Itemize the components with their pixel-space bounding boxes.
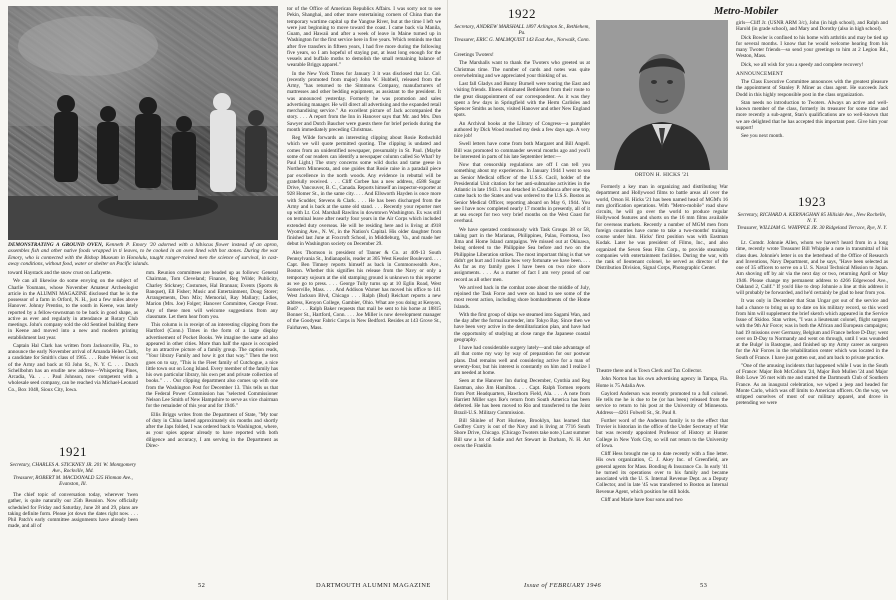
paragraph: In the New York Times for January 3 it was disclosed that Lt. Col. (recently promoted from major) John W. Hubbell, released from the Army, "has returned to the Simmons Company, manufacturers of mattresses and other bedding equipment, as assistant to the president. It was announced yesterday. Formerly he was promotion and sales advertising manager. He will direct all advertising and the expanded retail merchandising service." An excellent picture of Jack accompanied the story. . . . A report from the Inn in Hanover says that Mr. and Mrs. Don Sawyer and Dutch Baucher were guests there for brief periods during the month immediately preceding Christmas.	[287, 70, 441, 133]
paragraph: With the first group of ships we steamed into Sagami Wan, and the day after the formal surrender, into Tokyo Bay. Since then we have been very active in the demilitarization plan, and have had the opportunity of studying at close range the Japanese coastal geography.	[454, 311, 590, 343]
class-1921-secretary: Secretary, CHARLES A. STICKNEY JR. 201 W. Montgomery Ave., Rockville, Md.	[9, 462, 137, 475]
announcement-heading: ANNOUNCEMENT	[736, 70, 784, 77]
class-1922-secretary: Secretary, ANDREW MARSHALL 1897 Arlington St., Bethlehem, Pa.	[454, 24, 590, 37]
column-a-text	[8, 270, 138, 440]
issue-date: Issue of FEBRUARY 1946	[524, 582, 602, 589]
paragraph: Dick Bowler is confined to his home with arthritis and may be tied up for several months. I know that he would welcome hearing from his many Twoter friends—so send your greetings to him at 2 Legion Rd., Weston, Mass.	[736, 34, 888, 60]
paragraph: Further word of the Anderson family is to the effect that Trovier is historian in the office of the Under Secretary of War but was recently appointed Professor of History at Hunter College in New York City, so will not return to the University of Iowa.	[596, 417, 728, 449]
paragraph: mm. Reunion committees are headed up as follows: General Chairman, Tom Cleveland; Finance, Reg Wilde; Publicity, Charley Stickney; Costumes, Hal Brannan; Events (Sports & Banquet), Ell Fisher; Music and Entertainment, Doug Storer; Arrangements, Don Mix; Memorial, Ray Mallary; Ladies, Marion (Mrs. Joe) Folger; Hanover Committee, George Frost. Any of these men will welcome suggestions from any classmate. Let them hear from you.	[146, 270, 278, 320]
paragraph: We have operated continuously with Task Groups 38 or 58, taking part in the Marianas, Philippines, Palau, Formosa, Iwo Jima and Home Island campaigns. We missed out at Okinawa, being ordered to the Philippine Sea before and two on the Philippine Liberation strikes. The most important thing is that we didn't get hurt and I realize how very fortunate we have been. . . . As far as my family goes I have been on two nice shore assignments. . . . As a matter of fact I am very proud of our record as all other men.	[454, 226, 590, 283]
paragraph: Last fall Gladys and Bunny Burnell were touring the East and visiting friends. Illness eliminated Bethlehem from their route to the great disappointment of our correspondent. As it was they spent a few days in Springfield with the Herm Carlisles and Spencer Smiths as hosts, visited Hanover and other New England spots.	[454, 81, 590, 119]
paragraph: Now that censorship regulations are off I can tell you something about my experiences. In January 1944 I went to sea as Senior Medical officer of the U.S.S. Cacil, holder of the Presidential Unit citation for her anti-submarine activities in the Atlantic in late 1943. I was detached in Casablanca after one trip, came back to the States and was ordered to the U.S.S. Boston as Senior Medical Officer, reporting aboard on May 6, 1944. You see I have now completed nearly 17 months in presently, all of it at sea except for two very brief months on the West Coast for overhaul.	[454, 162, 590, 225]
class-1921-treasurer: Treasurer, ROBERT M. MACDONALD 525 Hinman Ave., Evanston, Ill.	[13, 474, 133, 488]
paragraph: Reg Wilde forwards an interesting clipping about Rosie Rothschild which we will quote permitted quoting. The clipping is undated and comes from an unidentified newspaper, presumably in St. Paul. (Maybe some of our readers can identify a newspaper column called So What? by Paul Light.) The story concerns some wild ducks and tame geese in Northern Minnesota, and one guides that Rosie raise in a paradail piece par excellence in the north woods. Any evidence in rebuttal will be gratefully received. . . . Cliff Corbee has a new address, 4588 Sugar Drive, Vancouver, B. C., Canada. Reports himself an inspector-exporter at 928 Homer St., in the same city. . . . And Ellsworth Hayden is once more with Scudder, Stevens & Clark. . . . He has been discharged from the Army and is back at the same old stand. . . . Recently your reporter met up with Lt. Col. Marshall Rawlins in downtown Washington. Ex was still on terminal leave after nearly four years in the Air Corps which included extended duty overseas. He will be residing here and is living at 4918 Wyoming Ave., N. W., in the Nation's Capital. His older daughter from finished last June at Foxcroft School, in Middleburg, Va., and made her debut in Washington society on December 29.	[287, 135, 441, 248]
class-1922-treasurer: Treasurer, ERIC G. MALMQUIST 143 East Ave., Norwalk, Conn.	[454, 36, 590, 43]
paragraph: We can all likewise do some envying on the subject of Charlie Youmans, whose November Amateur Archeologist article in the ALUMNI MAGAZINE disclosed that he is the possessor of a farm in Orford, N. H., just a few miles above Hanover. Johnny Prentiss, to the south in Keene, was lately reported by a fellow-townsman to be back in good shape, as active as ever and regularly in attendance at Rotary Club meetings. John's company sold the old Sentinel building there in Keene and moved into a new and modern printing establishment last year.	[8, 278, 138, 341]
paragraph: Theatre there and is Town Clerk and Tax Collector.	[596, 368, 703, 374]
column-e-text	[596, 368, 728, 578]
magazine-title: DARTMOUTH ALUMNI MAGAZINE	[316, 582, 431, 589]
column-b-text	[146, 270, 278, 578]
class-1923-secretary: Secretary, RICHARD A. KERNAGHAN 85 Hillside Ave., New Rochelle, N. Y.	[737, 212, 887, 225]
orton-hicks-caption: ORTON H. HICKS '21	[634, 172, 690, 178]
class-1922-officers	[454, 24, 590, 43]
paragraph: We arrived back in the combat zone about the middle of July, rejoined the Task Force and were on hand to see some of the most recent action, including shore bombardments of the Home Islands.	[454, 284, 590, 310]
paragraph: girls—Cliff Jr. (USNR ARM 3/c), John (in high school), and Ralph and Harold (in grade school), and Mary and Dorothy (also in high school).	[736, 20, 888, 33]
paragraph: The Class Executive Committee announces with the greatest pleasure the appointment of Stanley P. Miner as class agent. He succeeds Jack Dodd in this highly responsible post in the class organization.	[736, 79, 888, 98]
class-1923-officers	[736, 212, 888, 231]
orton-hicks-photo	[596, 20, 728, 170]
ground-oven-caption-body: Kenneth P. Emory '20 adorned with a hibiscus flower instead of an apron, assembles fish and other native foods wrapped in ti leaves, to be cooked in an oven lined with hot stones. During the war Emory, who is connected with the Bishop Museum in Honolulu, taught ranger-trained men the science of survival, in cast-away conditions, without food, water or shelter on Pacific islands.	[8, 242, 278, 268]
class-year-1923: 1923	[798, 194, 826, 209]
paragraph: Dick, we all wish for you a speedy and complete recovery!	[741, 61, 864, 68]
paragraph: Seen at the Hanover Inn during December, Cynthia and Reg Eastman, also Jim Hamilton. . . . Capt. Ralph Tormen reports from Port Headquarters, Hawthorn Field, Ala. . . . A note from Harriett Miller says Ike's return from South America has been deferred. He has been moved to Rio and transferred to the Joint Brazil-U.S. Military Commission.	[454, 378, 590, 416]
class-1921-officers	[8, 462, 138, 488]
paragraph: John Norton has his own advertising agency in Tampa, Fla. Home is 75 Adalia Ave.	[596, 376, 728, 389]
metro-mobiler-heading: Metro-Mobiler	[714, 6, 779, 17]
paragraph: Cliff Hess brought me up to date recently with a fine letter. His own organization, C. J. Akey Inc. of Greenfield, are general agents for Mass. Bonding & Insurance Co. In early '41 he turned its operations over to his family and became associated with the U. S. Internal Revenue Dept. as a Deputy Collector, and in late '45 was transferred to Boston as Internal Revenue Agent, which position he still holds.	[596, 451, 728, 495]
column-c-text	[287, 6, 441, 578]
paragraph: tor of the Office of American Republics Affairs. I was sorry not to see Pekin, Shanghai, and other more entertaining corners of China than the temporary wartime capital up the Yangtse River, but at the time I left we were just beginning to move toward the coast. I came back via Manila, Guam, and Hawaii and after a week of leave in Maine turned up in Washington for the first service here in five years. Which reminds me that after five transfers in fifteen years, I had five more during the following five years, so I am hopeful of staying put, at least long enough for the vessels and buffalo moths to demolish the small remaining balance of wearable Briggs apparel."	[287, 6, 441, 69]
paragraph: An Archival books at the Library of Congress—a pamphlet authored by Dick Wood reached my desk a few days ago. A very nice job!	[454, 120, 590, 139]
paragraph: Captain Hal Clark has written from Jacksonville, Fla., to announce the early November arrival of Amanda Helen Clark, a candidate for Smith's class of 1965. . . . Rube Weiser is out of the Army and back at 83 John St., N. Y. C. . . . Dutch Schellbohm has an erudite new address—Whispering Pines, Arcadia, Va. . . . Paul Johnson, now competent with a wholesale seed company, can be reached via Michael-Leonard Co., Box 1048, Sioux City, Iowa.	[8, 342, 138, 393]
paragraph: Bill Shinlee of Port Huriene, Brooklyn, has learned that Godfrey Curry is out of the Navy and is living at 7716 South Shore Drive, Chicago. (Chicago Twoters take note.) Last summer Bill saw a lot of Sadie and Art Stewart in Durham, N. H. Art owns the Franklin	[454, 417, 590, 449]
class-1923-text	[736, 240, 888, 578]
paragraph: This column is in receipt of an interesting clipping from the Hartford (Conn.) Times in the form of a large display advertisement of Pocket Books. We imagine the same ad also appeared in other cities. More than half the space is occupied by an attractive picture of a family group. The caption reads, "Your library Family and how it got that way." Then the text goes on to say, "This is the Fleet family of Cutchogue, a nice little town out on Long Island. Every member of the family has his own particular library, his own pet and private collection of books." . . . Our clipping department also comes up with one from the Washington Post for December 13. This tells us that the Federal Power Commission has "selected Commissioner Nelson Lee Smith of New Hampshire to serve as vice chairman for the remainder of this year and for 1946."	[146, 322, 278, 410]
paragraph: I have had considerable surgery lately—and take advantage of all that come my way by way of preparation for our postwar plans. Dad remains well and considering active for a man of seventy-four, but his interest is constantly on him and I realize I am needed at home.	[454, 345, 590, 376]
left-page-number: 52	[198, 582, 206, 589]
ground-oven-caption	[8, 242, 278, 268]
paragraph: Gaylord Anderson was recently promoted to a full colonel. He tells me he is due to be (or has been) released from the service to return to his post at the University of Minnesota. Address—4261 Folwell St., St. Paul 8.	[596, 390, 728, 416]
paragraph: It was only in December that Stan Ungar got out of the service and had a chance to bring us up to date on his military record, so this word from him will supplement the brief sketch which appeared in the Service Issue of Skidoo. Stan writes, "I was a lieutenant colonel, flight surgeon with the 9th Air Force; was in both the African and European campaigns; had 19 missions over Germany, Belgium and France before D-Day; went over on D-Day to Normandy and went on through, until I was wounded at the Bulge' in Bastogne, and finished up my Army career as surgeon for the Air Forces in the rehabilitation center which was located in the South of France. I have just gotten out, and am back to private practice.	[736, 298, 888, 361]
ground-oven-photo	[8, 6, 278, 240]
paragraph: Cliff and Marie have four sons and two	[601, 496, 683, 503]
paragraph: Lt. Comdr. Johnnie Allen, whom we haven't heard from in a long time, recently wrote Treasurer Bill Whipple a note in transmittal of his class dues. Johnnie's letter is on the letterhead of the Office of Research and Inventions, Navy Department, and he says, "Have been selected as one of 35 officers to serve on a U. S. Naval Technical Mission to Japan. Am shoving off by air via the next day or two, returning April or May 1946. Please change my permanent address to 4266 Edgewood Ave., Oakland 2, Calif." If you'd like to drop Johnnie a line at this address it will probably be forwarded, and he'd certainly be glad to hear from you.	[736, 240, 888, 296]
paragraph: Stan needs no introduction to Twoters. Always an active and well-known member of the class, formerly its treasurer for some time and more recently a sub-agent, Stan's qualifications are so well-known that we are delighted that he has accepted this important post. Give him your support!	[736, 99, 888, 131]
class-year-1921: 1921	[59, 444, 87, 459]
paragraph: toward Haystack and the snow crust on Lafayette.	[8, 270, 112, 276]
class-1921-text	[8, 492, 138, 578]
right-page-number: 53	[700, 582, 708, 589]
ground-oven-caption-lead: DEMONSTRATING A GROUND OVEN,	[8, 242, 104, 248]
class-1923-treasurer: Treasurer, WILLIAM G. WHIPPLE JR. 30 Ridgeland Terrace, Rye, N. Y.	[737, 224, 887, 231]
hicks-feature-text	[596, 184, 728, 364]
paragraph: "One of the amusing incidents that happened while I was in the South of France: Major Bob McCollum '24, Major Bob Mullen '24 and Major Bob Lowe '26 met with me and started the Dartmouth Club of Southern France. As an inaugural celebration, we wiped a jeep and headed for Monte Carlo, which was off limits to American officers. On the way, we stripped ourselves of most of our military apparel, and drove in pretending we were	[736, 362, 888, 407]
paragraph: Greetings Twoters!	[454, 52, 494, 58]
orton-hicks-portrait	[596, 20, 728, 170]
column-f-text	[736, 20, 888, 188]
class-year-1922: 1922	[508, 6, 536, 21]
class-1922-text	[454, 52, 590, 578]
paragraph: Formerly a key man in organizing and distributing War department and Hollywood films to battle areas all over the world, Orson H. Hicks '21 has been named head of MGM's 16 mm glorification operations. With "Metro-mobile" road show circuits, he will go over the world to produce regular Hollywood features and shorts on the 16 mm films available for overseas markets. Recently a number of MGM men from foreign countries have come to take a two-months' training course under him. Hicks' first position was with Eastman Kodak. Later he was president of Filmo, Inc., and also organized the Seven Seas Film Corp., to provide steamship companies with entertainment facilities. During the war, with the rank of lieutenant colonel, he served as director of the Distribution Division, Signal Corps, Photographic Center.	[596, 184, 728, 272]
paragraph: The Marshalls want to thank the Twoters who greeted us at Christmas time. The number of cards and notes was quite overwhelming and we appreciated your thinking of us.	[454, 60, 590, 79]
paragraph: See you next month.	[741, 133, 784, 139]
paragraph: Alex Thomson is president of Tanner & Co. at 409-13 South Pennsylvania St., Indianapolis, reader at 305 West Kessler Boulevard. . . . Capt. Ben Timney reports himself as back in Commonwealth Ave., Boston. Whether this signifies his release from the Navy or only a temporary sojourn at the old stamping ground is unknown to this reporter as we go to press. . . . George Tully turns up at 10 Eglin Road, West Somerville, Mass. . . . And Addison Warner has moved his office to 141 West Jackson Blvd, Chicago . . . Ralph (Bud) Reichart reports a new address, Kenyon College, Gambier, Ohio. What are you doing at Kenyon, Bud? . . . Ralph Baker requests that mail be sent to his home at 18815 Bonner St., Hartford, Conn. . . . Joe Miller is now development manager of the Goodyear Fabric Corps in New Bedford. Resides at 143 Grove St., Fairhaven, Mass.	[287, 249, 441, 331]
paragraph: Ellis Briggs writes from the Department of State, "My tour of duty in China lasted approximately six months and shortly after the Japs folded, I was ordered back to Washington, where, as your spies appear already to have reported with both diligence and accuracy, I am serving in the Department as Direc-	[146, 411, 278, 449]
ground-oven-photo-scene	[8, 6, 278, 240]
paragraph: The chief topic of conversation today, wherever 'twen gather, is quite naturally our 25th Reunion. Now officially scheduled for Friday and Saturday, June 28 and 29, plans are taking definite form. Please jot down the dates right now. . . . Phil Patch's early committee assignments have already been made, and all of	[8, 492, 138, 530]
paragraph: Swell letters have come from both Margaret and Bill Angell. Bill was promoted to commander several months ago and you'll be interested in parts of his late September letter:—	[454, 141, 590, 160]
